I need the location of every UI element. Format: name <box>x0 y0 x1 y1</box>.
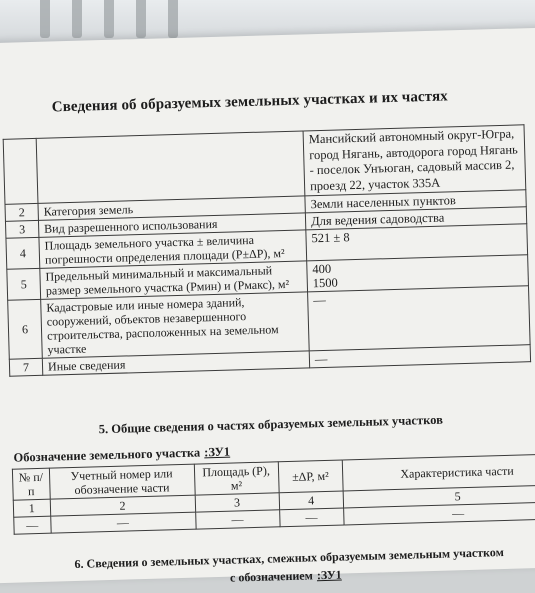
parcel-info-table <box>3 124 531 376</box>
row-number: 4 <box>6 237 40 269</box>
section-5-title: 5. Общие сведения о частях образуемых земельных участков <box>98 412 444 437</box>
parts-table <box>12 453 535 535</box>
row-label: Кадастровые или иные номера зданий, сооружений, объектов незавершенного строительства, расположенных на земельном участке <box>41 292 310 358</box>
table-cell: 5 <box>343 485 535 508</box>
row-label-cell <box>36 131 305 203</box>
table-cell: 2 <box>50 495 195 516</box>
background-slot <box>40 0 50 38</box>
section-6-designation-label: с обозначением <box>229 568 314 585</box>
document-page <box>0 27 535 584</box>
table-cell: — <box>195 510 280 529</box>
background-slot <box>136 0 146 38</box>
row-label: Иные сведения <box>42 351 309 375</box>
column-header: ±ΔР, м² <box>278 460 343 493</box>
row-number: 7 <box>9 358 42 376</box>
area-min-value: 400 <box>312 261 332 277</box>
section-6-title: 6. Сведения о земельных участках, смежных образуемым земельным участком <box>74 545 504 572</box>
row-label: Категория земель <box>38 196 305 220</box>
row-number-cell <box>3 138 38 204</box>
column-header: № п/п <box>12 468 49 500</box>
background-slot <box>104 0 114 38</box>
column-header: Учетный номер или обозначение части <box>49 464 195 499</box>
row-value: — <box>309 345 530 368</box>
document-title: Сведения об образуемых земельных участках и их частях <box>51 88 449 116</box>
row-number: 2 <box>5 203 38 221</box>
row-number: 3 <box>5 220 38 238</box>
table-cell: — <box>14 516 51 534</box>
table-cell: — <box>279 508 344 527</box>
row-label: Предельный минимальный и максимальный размер земельного участка (Рмин) и (Рмакс), м² <box>40 261 308 299</box>
row-label: Вид разрешенного использования <box>38 213 305 237</box>
column-header: Характеристика части <box>342 454 535 491</box>
row-value: — <box>308 286 531 351</box>
table-cell: — <box>343 502 535 525</box>
parcel-address: Мансийский автономный округ-Югра, город Нягань, автодорога город Нягань - поселок Унъюган, садовый массив 2, проезд 22, участок 335А <box>308 126 518 193</box>
row-number: 5 <box>7 268 41 300</box>
table-cell: 3 <box>195 493 280 512</box>
table-cell: 1 <box>13 499 50 517</box>
row-label: Площадь земельного участка ± величина погрешности определения площади (P±ΔP), м² <box>39 230 307 268</box>
parcel-designation-code: :ЗУ1 <box>203 444 231 460</box>
column-header: Площадь (Р), м² <box>194 462 279 495</box>
area-max-value: 1500 <box>312 275 339 291</box>
row-number: 6 <box>8 299 43 359</box>
row-value-cell <box>303 125 526 196</box>
section-6-designation-code: :ЗУ1 <box>316 567 342 583</box>
row-value: Земли населенных пунктов <box>305 190 526 213</box>
background-slot <box>168 0 178 38</box>
row-value: 521 ± 8 <box>306 224 528 261</box>
background-slot <box>72 0 82 38</box>
table-cell: 4 <box>279 491 344 510</box>
row-value: Для ведения садоводства <box>305 207 526 230</box>
table-cell: — <box>50 512 195 533</box>
section-6-designation <box>230 568 342 586</box>
parcel-designation-label: Обозначение земельного участка <box>13 445 201 465</box>
